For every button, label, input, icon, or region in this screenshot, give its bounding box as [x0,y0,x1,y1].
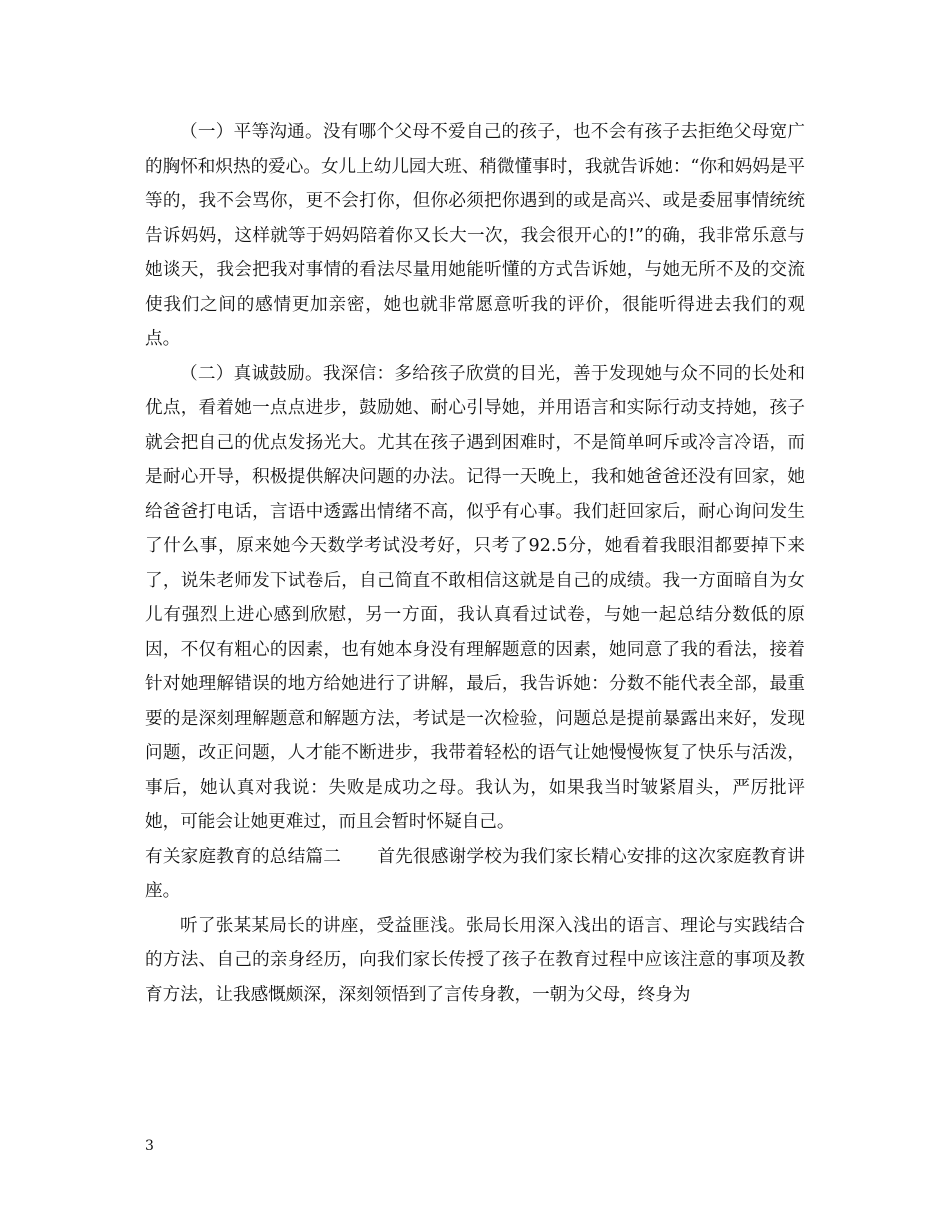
section-intro: 首先很感谢学校为我们家长精心安排的这次家庭教育讲座。 [145,846,805,901]
page-number: 3 [145,1138,154,1154]
paragraph-equal-communication: （一）平等沟通。没有哪个父母不爱自己的孩子，也不会有孩子去拒绝父母宽广的胸怀和炽热的爱心。女儿上幼儿园大班、稍微懂事时，我就告诉她：“你和妈妈是平等的，我不会骂你，更不会打你，但你必须把你遇到的或是高兴、或是委屈事情统统告诉妈妈，这样就等于妈妈陪着你又长大一次，我会很开心的!”的确，我非常乐意与她谈天，我会把我对事情的看法尽量用她能听懂的方式告诉她，与她无所不及的交流使我们之间的感情更加亲密，她也就非常愿意听我的评价，很能听得进去我们的观点。 [145,122,805,349]
paragraph-sincere-encouragement: （二）真诚鼓励。我深信：多给孩子欣赏的目光，善于发现她与众不同的长处和优点，看着她一点点进步，鼓励她、耐心引导她，并用语言和实际行动支持她，孩子就会把自己的优点发扬光大。尤其在孩子遇到困难时，不是简单呵斥或冷言冷语，而是耐心开导，积极提供解决问题的办法。记得一天晚上，我和她爸爸还没有回家，她给爸爸打电话，言语中透露出情绪不高，似乎有心事。我们赶回家后，耐心询问发生了什么事，原来她今天数学考试没考好，只考了92.5分，她看着我眼泪都要掉下来了，说朱老师发下试卷后，自己简直不敢相信这就是自己的成绩。我一方面暗自为女儿有强烈上进心感到欣慰，另一方面，我认真看过试卷，与她一起总结分数低的原因，不仅有粗心的因素，也有她本身没有理解题意的因素，她同意了我的看法，接着针对她理解错误的地方给她进行了讲解，最后，我告诉她：分数不能代表全部，最重要的是深刻理解题意和解题方法，考试是一次检验，问题总是提前暴露出来好，发现问题，改正问题，人才能不断进步，我带着轻松的语气让她慢慢恢复了快乐与活泼，事后，她认真对我说：失败是成功之母。我认为，如果我当时皱紧眉头，严厉批评她，可能会让她更难过，而且会暂时怀疑自己。 [145,363,805,832]
section-title: 有关家庭教育的总结篇二 [145,846,342,867]
paragraph-lecture-reflection: 听了张某某局长的讲座，受益匪浅。张局长用深入浅出的语言、理论与实践结合的方法、自己的亲身经历，向我们家长传授了孩子在教育过程中应该注意的事项及教育方法，让我感慨颇深，深刻领悟到了言传身教，一朝为父母，终身为 [145,915,805,1005]
document-body [145,115,805,1012]
section-heading-line [145,840,805,909]
